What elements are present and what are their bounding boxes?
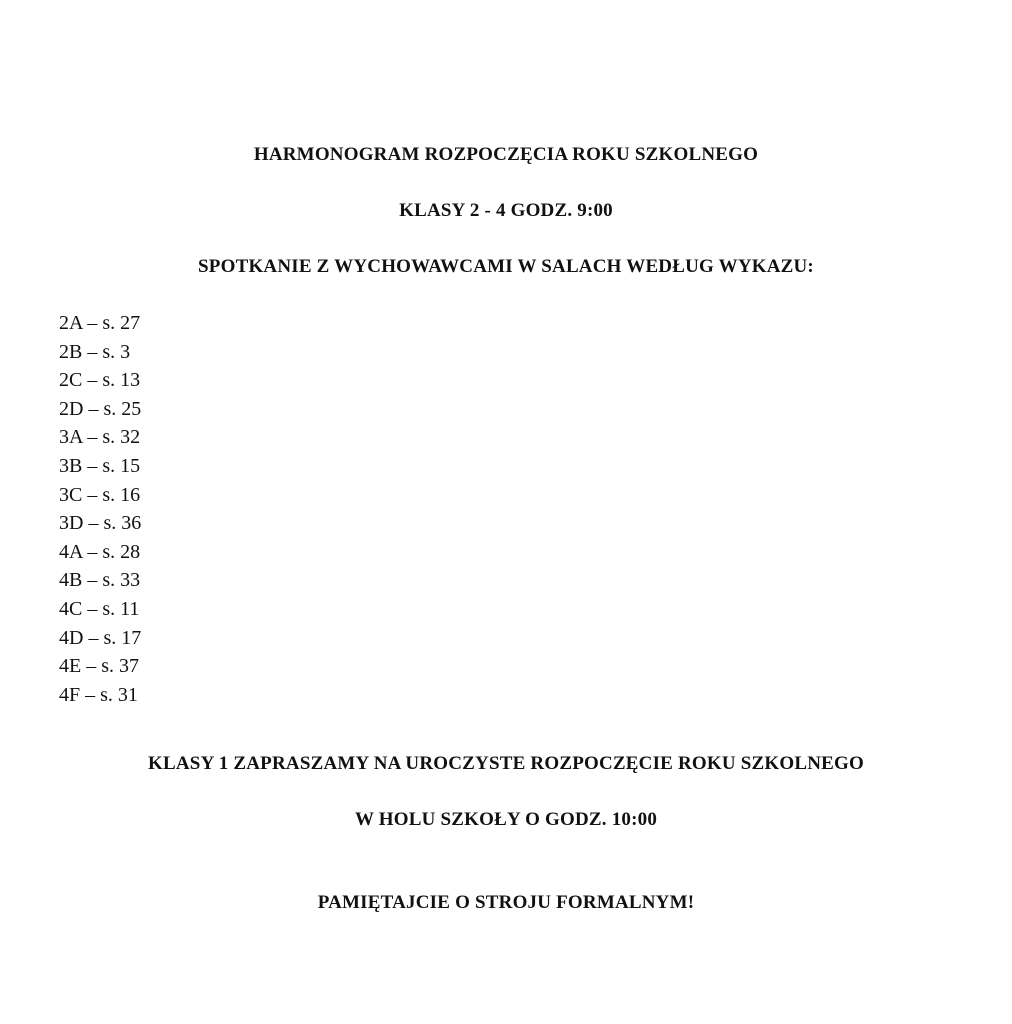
classes-time-heading: KLASY 2 - 4 GODZ. 9:00 (399, 200, 613, 221)
list-item: 2A – s. 27 (59, 312, 141, 334)
list-item: 2D – s. 25 (59, 397, 142, 420)
list-item: 4D – s. 17 (59, 626, 142, 649)
list-item: 4C – s. 11 (59, 597, 140, 620)
first-grade-invite-heading: KLASY 1 ZAPRASZAMY NA UROCZYSTE ROZPOCZĘCIE ROKU SZKOLNEGO (148, 753, 864, 774)
list-item: 4F – s. 31 (59, 683, 138, 706)
room-assignment-list (59, 309, 141, 709)
first-grade-location-heading: W HOLU SZKOŁY O GODZ. 10:00 (354, 809, 658, 830)
list-item: 3D – s. 36 (59, 512, 142, 535)
list-item: 3C – s. 16 (59, 483, 141, 506)
dress-code-heading: PAMIĘTAJCIE O STROJU FORMALNYM! (317, 892, 695, 913)
list-item: 4E – s. 37 (59, 655, 139, 678)
list-item: 2C – s. 13 (59, 369, 141, 392)
list-item: 3B – s. 15 (59, 454, 141, 477)
list-item: 2B – s. 3 (59, 340, 131, 363)
list-item: 4B – s. 33 (59, 569, 141, 592)
document-title: HARMONOGRAM ROZPOCZĘCIA ROKU SZKOLNEGO (253, 144, 759, 165)
list-item: 3A – s. 32 (59, 426, 141, 449)
list-item: 4A – s. 28 (59, 540, 141, 563)
meeting-note-heading: SPOTKANIE Z WYCHOWAWCAMI W SALACH WEDŁUG WYKAZU: (198, 256, 814, 277)
